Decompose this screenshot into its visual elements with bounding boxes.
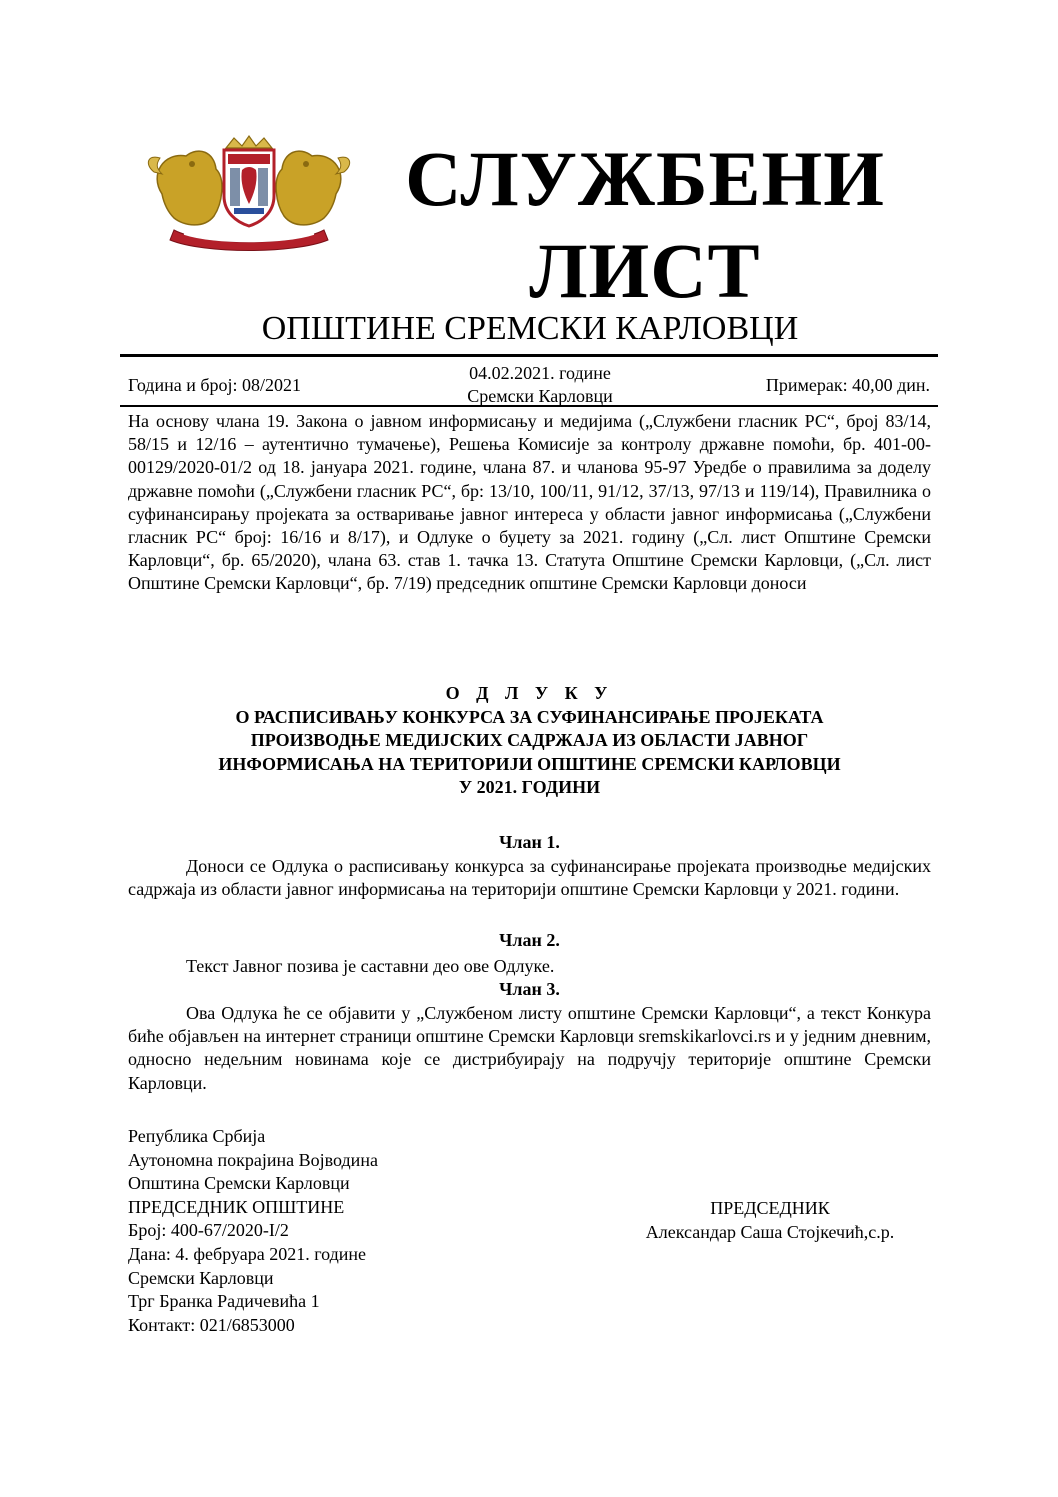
- issuer-block: [128, 1125, 378, 1337]
- article-1-heading: Члан 1.: [499, 832, 560, 852]
- issuer-line: Контакт: 021/6853000: [128, 1314, 295, 1335]
- decision-title-line: ПРОИЗВОДЊЕ МЕДИЈСКИХ САДРЖАЈА ИЗ ОБЛАСТИ ЈАВНОГ: [250, 730, 809, 750]
- issue-date-place: [420, 362, 660, 408]
- signer-name: Александар Саша Стојкечић,с.р.: [645, 1221, 895, 1242]
- masthead-title-line2: ЛИСТ: [529, 227, 761, 314]
- header-divider-top: [120, 354, 938, 357]
- decision-title: [128, 682, 931, 800]
- issuer-line: Аутономна покрајина Војводина: [128, 1149, 378, 1170]
- decision-heading: О Д Л У К У: [445, 683, 614, 703]
- issue-date: 04.02.2021. године: [469, 363, 611, 383]
- signer-block: [620, 1197, 920, 1244]
- article-3-heading: Члан 3.: [499, 979, 560, 999]
- issuer-line: ПРЕДСЕДНИК ОПШТИНЕ: [128, 1196, 345, 1217]
- decision-title-line: У 2021. ГОДИНИ: [458, 777, 601, 797]
- issue-year-number: Година и број: 08/2021: [128, 375, 302, 395]
- header-divider-bottom: [120, 405, 938, 407]
- masthead-title-line1: СЛУЖБЕНИ: [405, 135, 885, 222]
- issuer-line: Дана: 4. фебруара 2021. године: [128, 1243, 367, 1264]
- decision-title-line: О РАСПИСИВАЊУ КОНКУРСА ЗА СУФИНАНСИРАЊЕ ПРОЈЕКАТА: [235, 706, 824, 727]
- issue-price: Примерак: 40,00 дин.: [765, 375, 930, 395]
- issue-place: Сремски Карловци: [467, 386, 613, 406]
- issuer-line: Број: 400-67/2020-I/2: [128, 1220, 289, 1241]
- masthead-subtitle: ОПШТИНЕ СРЕМСКИ КАРЛОВЦИ: [261, 310, 799, 347]
- issuer-line: Општина Сремски Карловци: [128, 1173, 350, 1194]
- coat-of-arms-icon: [144, 134, 354, 252]
- article-1-text: Доноси се Одлука о расписивању конкурса за суфинансирање пројеката производње медијских садржаја из области јавног информисања на територији општине Сремски Карловци у 2021. години.: [128, 856, 931, 900]
- issuer-line: Сремски Карловци: [128, 1267, 274, 1288]
- issuer-line: Република Србија: [128, 1126, 266, 1146]
- article-2-text: Текст Јавног позива је саставни део ове Одлуке.: [186, 956, 555, 976]
- article-2-heading: Члан 2.: [499, 930, 560, 950]
- preamble-paragraph: На основу члана 19. Закона о јавном информисању и медијима („Службени гласник РС“, број 83/14, 58/15 и 12/16 – аутентично тумачење), Решења Комисије за контролу државне помоћи, бр. 401-00-00129/2020-01/2 од 18. јануара 2021. године, члана 87. и чланова 95-97 Уредбе о правилима за доделу државне помоћи („Службени гласник РС“, бр: 13/10, 100/11, 91/12, 37/13, 97/13 и 119/14), Правилника о суфинансирању пројеката за остваривање јавног интереса у области јавног информисања („Службени гласник РС“ број: 16/16 и 8/17), и Одлуке о буџету за 2021. годину („Сл. лист Општине Сремски Карловци“, бр. 65/2020), члана 63. став 1. тачка 13. Статута Општине Сремски Карловци, („Сл. лист Општине Сремски Карловци“, бр. 7/19) председник општине Сремски Карловци доноси: [128, 411, 931, 594]
- issuer-line: Трг Бранка Радичевића 1: [128, 1291, 320, 1312]
- decision-title-line: ИНФОРМИСАЊА НА ТЕРИТОРИЈИ ОПШТИНЕ СРЕМСКИ КАРЛОВЦИ: [218, 753, 841, 774]
- article-3-text: Ова Одлука ће се објавити у „Службеном листу општине Сремски Карловци“, а текст Конкура биће објављен на интернет страници општине Сремски Карловци sremskikarlovci.rs и у једним дневним, односно недељним новинама које се дистрибуирају на подручју територије општине Сремски Карловци.: [128, 1003, 931, 1093]
- signer-title: ПРЕДСЕДНИК: [710, 1198, 830, 1218]
